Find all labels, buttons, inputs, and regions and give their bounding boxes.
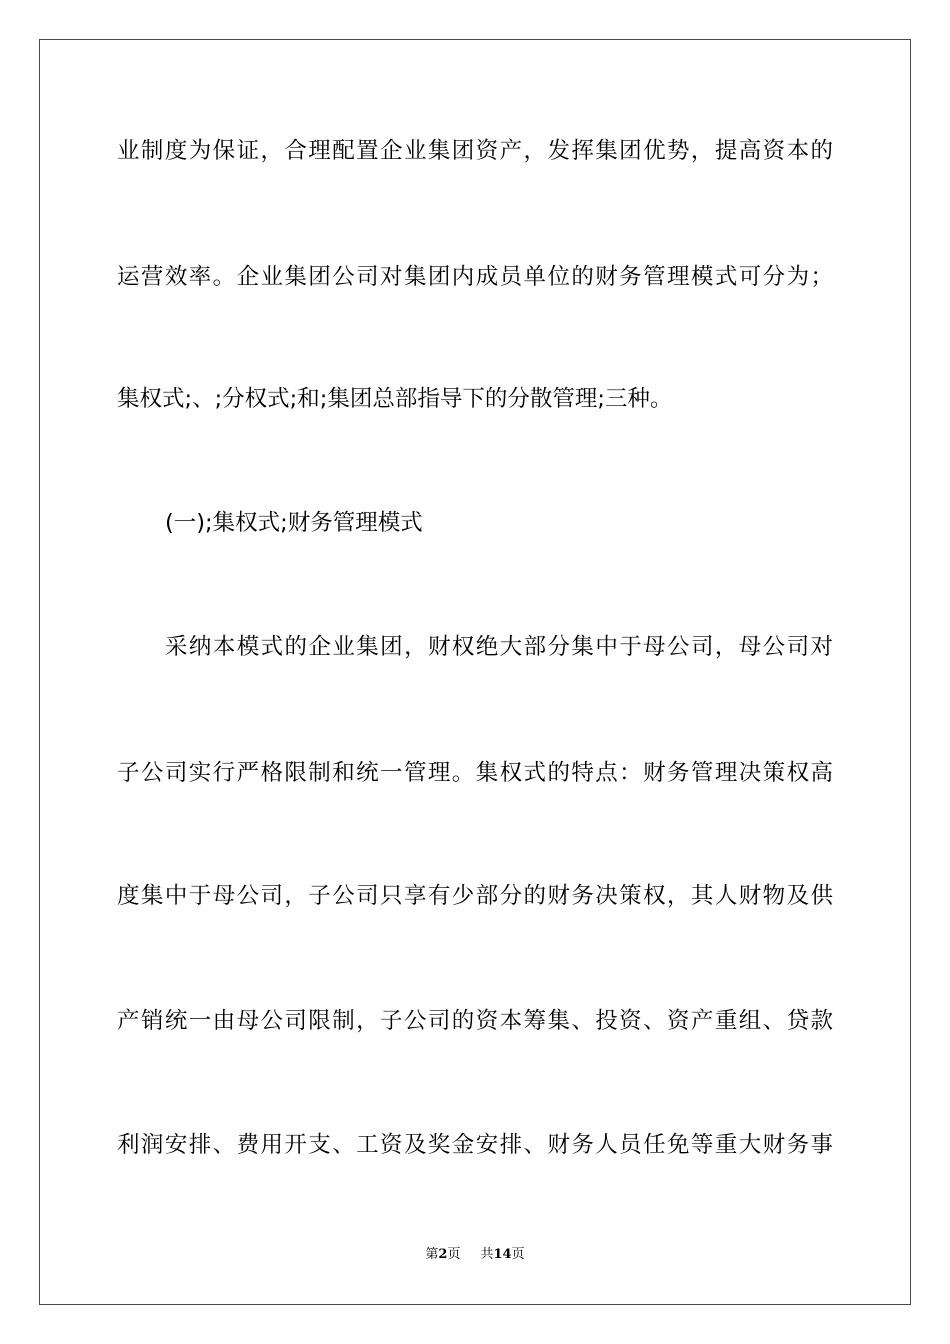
body-line-5: 采纳本模式的企业集团，财权绝大部分集中于母公司，母公司对 xyxy=(165,634,833,660)
body-line-2: 运营效率。企业集团公司对集团内成员单位的财务管理模式可分为； xyxy=(117,264,833,290)
total-pages: 14 xyxy=(493,1247,512,1262)
page-number: 2 xyxy=(438,1247,448,1262)
page-border xyxy=(39,39,911,1305)
body-line-1: 业制度为保证，合理配置企业集团资产，发挥集团优势，提高资本的 xyxy=(117,138,833,164)
section-heading: (一);集权式;财务管理模式 xyxy=(165,510,423,536)
body-line-8: 产销统一由母公司限制，子公司的资本筹集、投资、资产重组、贷款 xyxy=(117,1008,833,1034)
body-line-7: 度集中于母公司，子公司只享有少部分的财务决策权，其人财物及供 xyxy=(117,883,833,909)
page-footer xyxy=(0,1246,950,1264)
body-line-3: 集权式;、;分权式;和;集团总部指导下的分散管理;三种。 xyxy=(117,386,673,412)
total-suffix: 页 xyxy=(511,1247,525,1262)
body-line-6: 子公司实行严格限制和统一管理。集权式的特点：财务管理决策权高 xyxy=(117,760,833,786)
page-suffix: 页 xyxy=(447,1247,461,1262)
body-line-9: 利润安排、费用开支、工资及奖金安排、财务人员任免等重大财务事 xyxy=(117,1132,833,1158)
page-prefix: 第 xyxy=(425,1247,439,1262)
total-prefix: 共 xyxy=(480,1247,494,1262)
